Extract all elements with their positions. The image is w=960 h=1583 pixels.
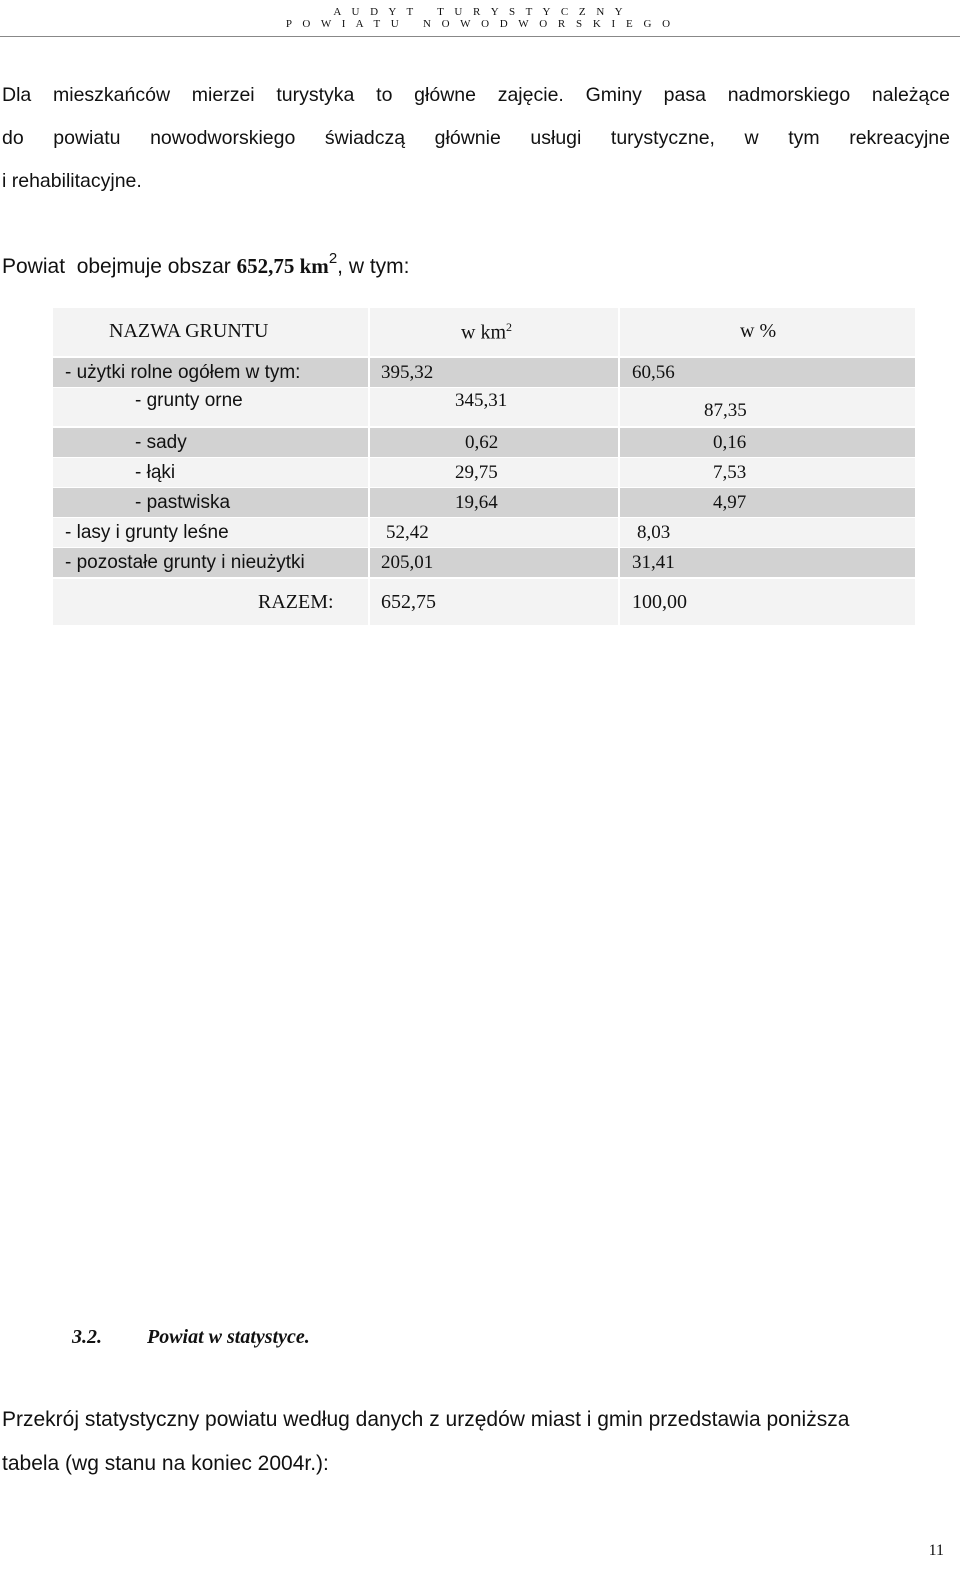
row-km: 29,75 bbox=[455, 462, 498, 483]
total-km: 652,75 bbox=[381, 591, 436, 613]
row-pct: 87,35 bbox=[704, 400, 747, 421]
intro-line-3: i rehabilitacyjne. bbox=[2, 170, 142, 192]
area-suffix: , w tym: bbox=[337, 255, 410, 278]
row-name: - lasy i grunty leśne bbox=[65, 522, 229, 543]
intro-line-2: do powiatu nowodworskiego świadczą głównie usługi turystyczne, w tym rekreacyjne bbox=[2, 127, 950, 149]
table-row bbox=[53, 488, 915, 517]
row-km: 345,31 bbox=[455, 390, 508, 411]
table-row bbox=[53, 458, 915, 487]
statistics-line-1: Przekrój statystyczny powiatu według danych z urzędów miast i gmin przedstawia poniższa bbox=[2, 1408, 850, 1431]
row-km: 395,32 bbox=[381, 362, 434, 383]
section-title: Powiat w statystyce. bbox=[147, 1326, 310, 1348]
table-total-row bbox=[53, 579, 915, 625]
running-header bbox=[0, 6, 960, 30]
row-name: - użytki rolne ogółem w tym: bbox=[65, 362, 301, 383]
total-pct: 100,00 bbox=[632, 591, 687, 613]
row-pct: 4,97 bbox=[713, 492, 747, 513]
header-name: NAZWA GRUNTU bbox=[109, 320, 269, 342]
area-value: 652,75 km bbox=[236, 254, 329, 278]
row-pct: 8,03 bbox=[637, 522, 671, 543]
row-name: - pastwiska bbox=[135, 492, 231, 513]
header-line-1: A U D Y T T U R Y S T Y C Z N Y bbox=[333, 6, 627, 18]
table-row bbox=[53, 358, 915, 387]
row-name: - grunty orne bbox=[135, 390, 243, 411]
header-km-text: w km bbox=[461, 321, 506, 344]
table-row bbox=[53, 388, 915, 426]
intro-paragraph bbox=[2, 74, 950, 203]
area-sup: 2 bbox=[328, 250, 338, 267]
page-number: 11 bbox=[928, 1542, 944, 1559]
header-km-sup: 2 bbox=[506, 320, 512, 334]
row-km: 52,42 bbox=[386, 522, 429, 543]
row-name: - łąki bbox=[135, 462, 176, 483]
row-pct: 0,16 bbox=[713, 432, 747, 453]
row-km: 19,64 bbox=[455, 492, 498, 513]
row-km: 205,01 bbox=[381, 552, 434, 573]
table-row bbox=[53, 518, 915, 547]
row-pct: 60,56 bbox=[632, 362, 675, 383]
column-divider bbox=[368, 308, 370, 625]
header-rule bbox=[0, 36, 960, 37]
section-heading bbox=[72, 1326, 310, 1349]
statistics-paragraph bbox=[2, 1398, 942, 1486]
intro-line-1: Dla mieszkańców mierzei turystyka to główne zajęcie. Gminy pasa nadmorskiego należące bbox=[2, 84, 950, 106]
total-label: RAZEM: bbox=[258, 591, 334, 613]
row-km: 0,62 bbox=[465, 432, 499, 453]
row-name: - sady bbox=[135, 432, 187, 453]
header-km bbox=[461, 320, 512, 345]
area-prefix: Powiat obejmuje obszar bbox=[2, 255, 237, 278]
table-row bbox=[53, 428, 915, 457]
table-row bbox=[53, 548, 915, 577]
statistics-line-2: tabela (wg stanu na koniec 2004r.): bbox=[2, 1452, 329, 1475]
row-name: - pozostałe grunty i nieużytki bbox=[65, 552, 305, 573]
header-line-2: P O W I A T U N O W O D W O R S K I E G O bbox=[285, 18, 675, 30]
row-pct: 7,53 bbox=[713, 462, 747, 483]
area-statement bbox=[2, 252, 410, 279]
section-number: 3.2. bbox=[72, 1326, 102, 1348]
row-pct: 31,41 bbox=[632, 552, 675, 573]
header-pct: w % bbox=[740, 320, 777, 342]
column-divider bbox=[618, 308, 620, 625]
